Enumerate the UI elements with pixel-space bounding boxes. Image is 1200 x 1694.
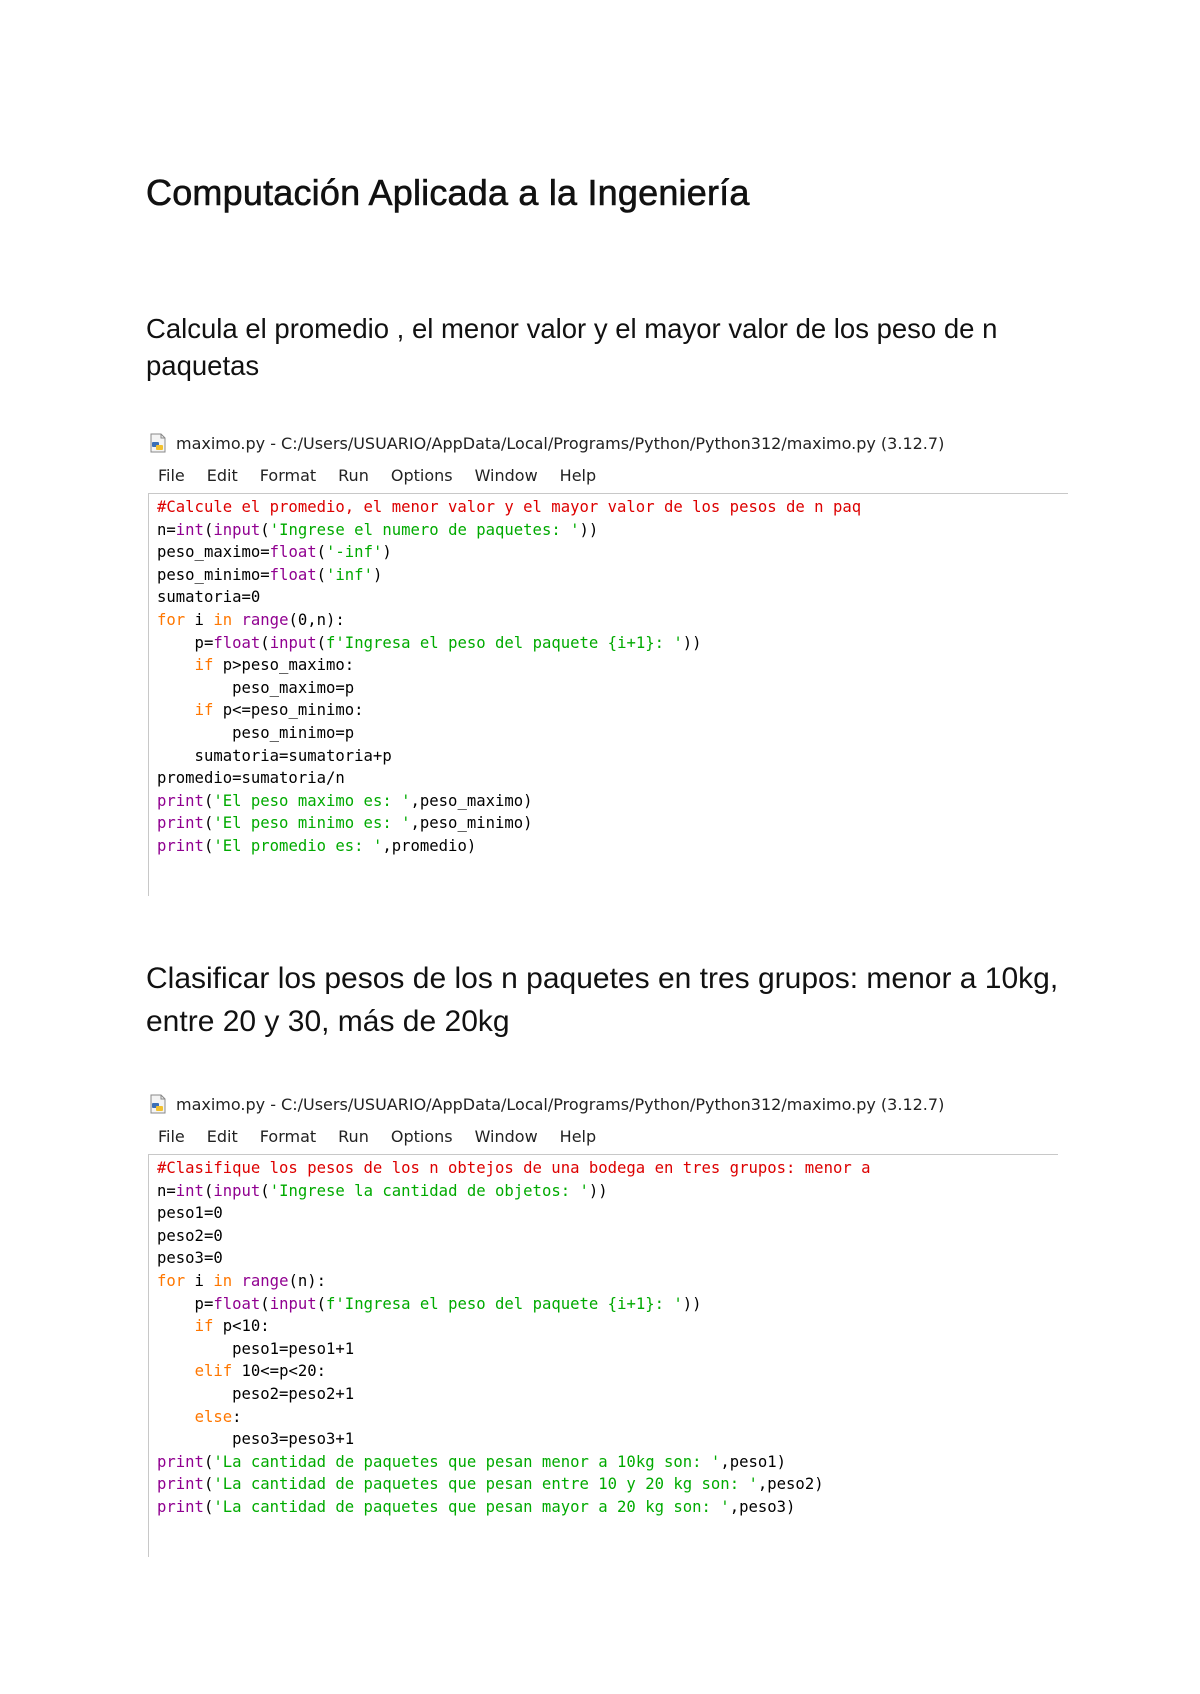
code-line: elif 10<=p<20: — [194, 1362, 327, 1381]
code-line: print('El peso minimo es: ',peso_minimo) — [157, 814, 533, 833]
menu-item-options[interactable]: Options — [390, 1126, 453, 1146]
code-line: peso3=0 — [157, 1249, 223, 1268]
code-line: peso_maximo=float('-inf') — [157, 543, 392, 562]
code-line: n=int(input('Ingrese el numero de paquetes: ')) — [157, 520, 599, 539]
menu-item-edit[interactable]: Edit — [206, 1126, 238, 1146]
code-line: if p>peso_maximo: — [194, 656, 355, 675]
section1-heading: Calcula el promedio , el menor valor y el mayor valor de los peso de n paquetas — [146, 313, 998, 381]
page-title: Computación Aplicada a la Ingeniería — [146, 172, 750, 213]
code-line: print('La cantidad de paquetes que pesan mayor a 20 kg son: ',peso3) — [157, 1497, 796, 1516]
menu-item-format[interactable]: Format — [259, 1126, 317, 1146]
menu-item-help[interactable]: Help — [559, 1126, 597, 1146]
code-line: peso3=peso3+1 — [157, 1430, 355, 1449]
menu-item-edit[interactable]: Edit — [206, 465, 238, 485]
code-line: peso_minimo=float('inf') — [157, 565, 383, 584]
menu-item-help[interactable]: Help — [559, 465, 597, 485]
code-line: #Clasifique los pesos de los n obtejos de una bodega en tres grupos: menor a — [157, 1159, 871, 1177]
menu-item-run[interactable]: Run — [338, 1126, 369, 1146]
code-line: sumatoria=0 — [157, 588, 261, 607]
code-line: print('El peso maximo es: ',peso_maximo) — [157, 791, 533, 810]
menu-item-options[interactable]: Options — [390, 465, 453, 485]
code-line: if p<=peso_minimo: — [194, 701, 364, 720]
code-line: for i in range(n): — [157, 1271, 327, 1290]
window-title: maximo.py - C:/Users/USUARIO/AppData/Local/Programs/Python/Python312/maximo.py (3.12.7) — [176, 433, 945, 453]
idle-window-1 — [148, 429, 1068, 894]
code-line: promedio=sumatoria/n — [157, 769, 345, 788]
code-line: print('La cantidad de paquetes que pesan menor a 10kg son: ',peso1) — [157, 1452, 787, 1471]
code-editor[interactable] — [148, 493, 1068, 896]
code-line: p=float(input(f'Ingresa el peso del paquete {i+1}: ')) — [157, 1294, 702, 1313]
menu-item-file[interactable]: File — [158, 465, 185, 485]
menu-bar — [148, 461, 1068, 489]
code-line: else: — [194, 1407, 242, 1426]
code-line: if p<10: — [194, 1317, 270, 1336]
section2-heading: Clasificar los pesos de los n paquetes en tres grupos: menor a 10kg, entre 20 y 30, más de 20kg — [146, 962, 1059, 1038]
code-line: peso1=0 — [157, 1204, 223, 1223]
code-line: peso_minimo=p — [157, 723, 355, 742]
window-title: maximo.py - C:/Users/USUARIO/AppData/Local/Programs/Python/Python312/maximo.py (3.12.7) — [176, 1094, 945, 1114]
code-line: sumatoria=sumatoria+p — [157, 746, 392, 765]
idle-window-2 — [148, 1090, 1058, 1550]
code-line: peso2=0 — [157, 1226, 223, 1245]
python-file-icon — [148, 1094, 168, 1114]
menu-bar — [148, 1122, 1058, 1150]
code-line: print('El promedio es: ',promedio) — [157, 836, 477, 855]
python-file-icon — [148, 433, 168, 453]
code-line: p=float(input(f'Ingresa el peso del paquete {i+1}: ')) — [157, 633, 702, 652]
code-line: for i in range(0,n): — [157, 610, 345, 629]
code-line: #Calcule el promedio, el menor valor y el mayor valor de los pesos de n paq — [157, 498, 862, 516]
code-line: peso_maximo=p — [157, 678, 355, 697]
code-editor[interactable] — [148, 1154, 1058, 1557]
menu-item-window[interactable]: Window — [474, 1126, 538, 1146]
menu-item-run[interactable]: Run — [338, 465, 369, 485]
code-line: n=int(input('Ingrese la cantidad de objetos: ')) — [157, 1181, 608, 1200]
window-titlebar — [148, 1090, 1058, 1118]
menu-item-window[interactable]: Window — [474, 465, 538, 485]
menu-item-file[interactable]: File — [158, 1126, 185, 1146]
code-line: peso1=peso1+1 — [157, 1339, 355, 1358]
window-titlebar — [148, 429, 1068, 457]
menu-item-format[interactable]: Format — [259, 465, 317, 485]
code-line: peso2=peso2+1 — [157, 1384, 355, 1403]
code-line: print('La cantidad de paquetes que pesan entre 10 y 20 kg son: ',peso2) — [157, 1475, 824, 1494]
